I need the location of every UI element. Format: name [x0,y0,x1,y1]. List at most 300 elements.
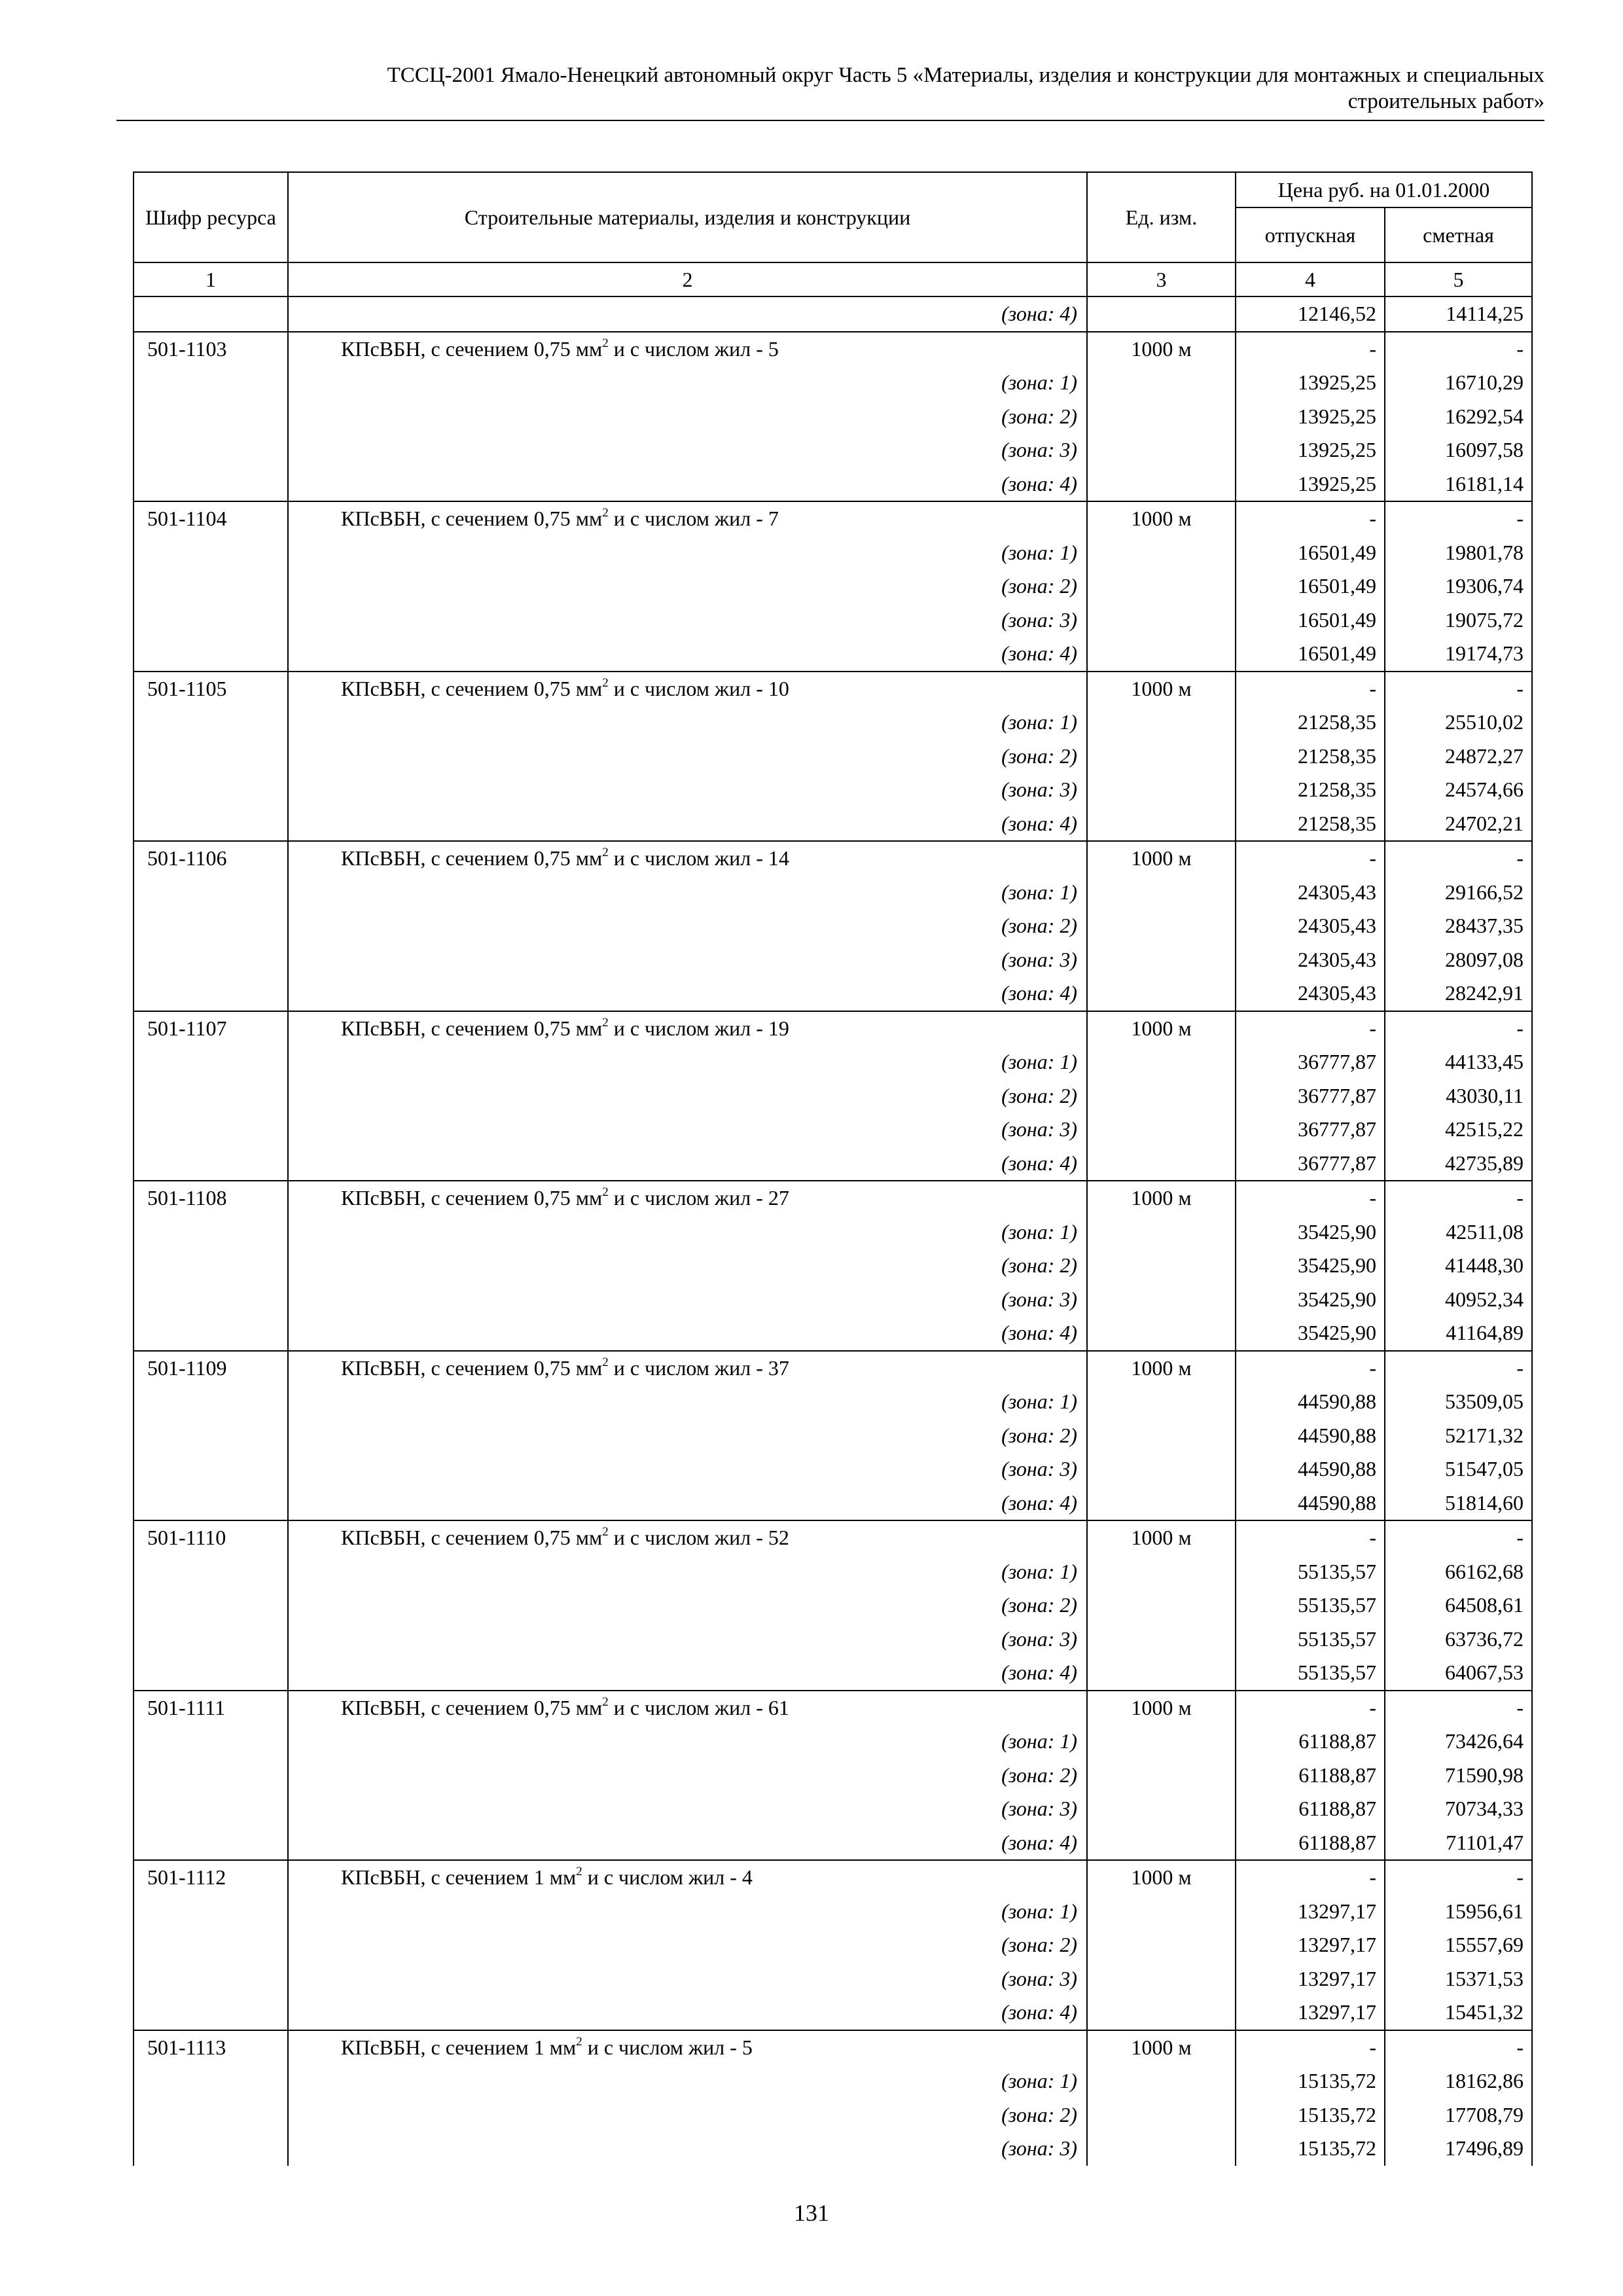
cell-zone: (зона: 2) [288,1079,1087,1113]
cell-estimate: 17708,79 [1385,2098,1532,2132]
cell-unit: 1000 м [1087,1691,1236,1725]
cell-code: 501-1109 [134,1351,288,1386]
cell-estimate: 71101,47 [1385,1826,1532,1861]
name-superscript: 2 [602,1355,609,1369]
name-text: и с числом жил - 5 [608,336,779,361]
name-superscript: 2 [602,506,609,520]
cell-name [288,2030,1087,2065]
name-text: и с числом жил - 37 [608,1355,789,1380]
cell-release: - [1236,1351,1385,1386]
cell-unit [1087,1452,1236,1486]
zone-row [134,2098,1532,2132]
cell-code [134,637,288,672]
cell-zone: (зона: 2) [288,1759,1087,1793]
name-superscript: 2 [602,675,609,690]
cell-release: 15135,72 [1236,2098,1385,2132]
cell-zone: (зона: 1) [288,1895,1087,1929]
cell-release: 24305,43 [1236,943,1385,977]
cell-estimate: 71590,98 [1385,1759,1532,1793]
cell-unit: 1000 м [1087,501,1236,536]
cell-code: 501-1112 [134,1860,288,1895]
name-superscript: 2 [576,1865,582,1879]
cell-release: 55135,57 [1236,1555,1385,1589]
cell-estimate: 16292,54 [1385,400,1532,434]
cell-release: - [1236,1181,1385,1215]
cell-unit [1087,1316,1236,1351]
cell-zone: (зона: 1) [288,1725,1087,1759]
zone-row [134,1079,1532,1113]
cell-unit [1087,740,1236,774]
cell-unit [1087,2132,1236,2166]
name-superscript: 2 [602,1015,609,1030]
cell-unit: 1000 м [1087,1351,1236,1386]
cell-estimate: 19306,74 [1385,569,1532,603]
cell-release: 21258,35 [1236,740,1385,774]
cell-unit [1087,1113,1236,1147]
running-header-line-2: строительных работ» [1347,90,1544,113]
cell-release: 24305,43 [1236,876,1385,910]
cell-code [134,1928,288,1962]
cell-code [134,740,288,774]
cell-zone: (зона: 3) [288,1792,1087,1826]
item-row [134,1351,1532,1386]
page-number: 131 [794,2200,829,2226]
cell-unit [1087,876,1236,910]
item-row [134,1520,1532,1555]
cell-release: 13925,25 [1236,400,1385,434]
zone-row [134,1555,1532,1589]
cell-estimate: 42515,22 [1385,1113,1532,1147]
zone-row [134,536,1532,570]
cell-code: 501-1104 [134,501,288,536]
cell-zone: (зона: 4) [288,977,1087,1011]
cell-zone: (зона: 1) [288,876,1087,910]
cell-code [134,1486,288,1521]
zone-row [134,1316,1532,1351]
cell-unit [1087,296,1236,332]
cell-release: 13925,25 [1236,433,1385,467]
cell-zone: (зона: 1) [288,366,1087,400]
cell-unit [1087,1996,1236,2030]
cell-zone: (зона: 4) [288,807,1087,842]
cell-estimate: 42735,89 [1385,1147,1532,1181]
cell-zone: (зона: 2) [288,740,1087,774]
cell-unit [1087,467,1236,502]
cell-release: 16501,49 [1236,637,1385,672]
cell-unit [1087,1249,1236,1283]
cell-unit: 1000 м [1087,672,1236,706]
cell-code [134,2064,288,2098]
zone-row [134,1996,1532,2030]
cell-release: 16501,49 [1236,603,1385,637]
cell-estimate: 41164,89 [1385,1316,1532,1351]
col-header-release: отпускная [1236,207,1385,262]
col-header-estimate: сметная [1385,207,1532,262]
cell-code: 501-1107 [134,1011,288,1046]
cell-release: 24305,43 [1236,909,1385,943]
cell-unit [1087,1895,1236,1929]
cell-name [288,1691,1087,1725]
cell-zone: (зона: 1) [288,536,1087,570]
zone-row [134,1452,1532,1486]
name-text: и с числом жил - 19 [608,1016,789,1040]
cell-code [134,1215,288,1249]
cell-code [134,1759,288,1793]
cell-release: - [1236,1691,1385,1725]
cell-release: - [1236,501,1385,536]
zone-row [134,1895,1532,1929]
item-row [134,1181,1532,1215]
cell-zone: (зона: 3) [288,773,1087,807]
cell-estimate: - [1385,1181,1532,1215]
cell-code: 501-1110 [134,1520,288,1555]
cell-estimate: - [1385,1011,1532,1046]
cell-unit [1087,1283,1236,1317]
cell-release: 55135,57 [1236,1623,1385,1657]
cell-code [134,1249,288,1283]
cell-code [134,1623,288,1657]
cell-code [134,400,288,434]
cell-unit [1087,1759,1236,1793]
cell-zone: (зона: 2) [288,1249,1087,1283]
cell-unit [1087,400,1236,434]
cell-estimate: 19174,73 [1385,637,1532,672]
cell-code [134,1045,288,1079]
cell-estimate: 15557,69 [1385,1928,1532,1962]
name-text: и с числом жил - 27 [608,1186,789,1210]
item-row [134,501,1532,536]
zone-row [134,1759,1532,1793]
zone-row [134,1045,1532,1079]
cell-estimate: 15371,53 [1385,1962,1532,1996]
zone-row [134,366,1532,400]
cell-code [134,2098,288,2132]
cell-release: 61188,87 [1236,1725,1385,1759]
zone-row [134,433,1532,467]
zone-row [134,1249,1532,1283]
zone-row [134,1147,1532,1181]
cell-unit: 1000 м [1087,1860,1236,1895]
cell-code [134,1725,288,1759]
cell-zone: (зона: 4) [288,1826,1087,1861]
cell-estimate: 19075,72 [1385,603,1532,637]
cell-zone: (зона: 4) [288,637,1087,672]
zone-row [134,2132,1532,2166]
name-superscript: 2 [602,1525,609,1539]
cell-code [134,1452,288,1486]
cell-release: - [1236,841,1385,876]
cell-estimate: 28437,35 [1385,909,1532,943]
zone-row [134,1656,1532,1691]
cell-estimate: - [1385,2030,1532,2065]
zone-row [134,909,1532,943]
cell-zone: (зона: 2) [288,1928,1087,1962]
cell-code [134,1656,288,1691]
cell-estimate: - [1385,1860,1532,1895]
cell-zone: (зона: 3) [288,2132,1087,2166]
cell-unit: 1000 м [1087,841,1236,876]
running-header-line-1: ТССЦ-2001 Ямало-Ненецкий автономный округ Часть 5 «Материалы, изделия и конструкции для монтажных и специальных [387,63,1544,87]
item-row [134,841,1532,876]
col-header-code: Шифр ресурса [134,172,288,262]
cell-zone: (зона: 3) [288,433,1087,467]
cell-code [134,569,288,603]
cell-estimate: 64067,53 [1385,1656,1532,1691]
table-body [134,296,1532,2166]
cell-unit [1087,569,1236,603]
cell-code [134,366,288,400]
zone-row [134,1623,1532,1657]
name-superscript: 2 [602,1185,609,1200]
cell-unit [1087,1215,1236,1249]
zone-row [134,1962,1532,1996]
cell-release: - [1236,332,1385,367]
cell-release: 36777,87 [1236,1079,1385,1113]
cell-code [134,1316,288,1351]
cell-unit [1087,1656,1236,1691]
cell-estimate: 43030,11 [1385,1079,1532,1113]
cell-release: 36777,87 [1236,1045,1385,1079]
cell-code [134,1895,288,1929]
col-number: 3 [1087,262,1236,296]
cell-code [134,1283,288,1317]
zone-row [134,637,1532,672]
cell-estimate: 63736,72 [1385,1623,1532,1657]
cell-name [288,1351,1087,1386]
cell-code [134,807,288,842]
cell-zone: (зона: 4) [288,1147,1087,1181]
cell-estimate: 18162,86 [1385,2064,1532,2098]
cell-unit [1087,2064,1236,2098]
zone-row [134,1113,1532,1147]
cell-estimate: - [1385,672,1532,706]
header-rule [116,120,1544,121]
cell-unit [1087,1079,1236,1113]
cell-zone: (зона: 2) [288,1419,1087,1453]
cell-release: 13297,17 [1236,1928,1385,1962]
cell-unit [1087,1792,1236,1826]
cell-name [288,672,1087,706]
cell-unit [1087,706,1236,740]
cell-estimate: 14114,25 [1385,296,1532,332]
cell-code: 501-1103 [134,332,288,367]
cell-estimate: - [1385,332,1532,367]
cell-name [288,841,1087,876]
cell-zone: (зона: 2) [288,400,1087,434]
cell-name [288,1181,1087,1215]
cell-zone: (зона: 1) [288,1045,1087,1079]
zone-row [134,740,1532,774]
cell-code [134,773,288,807]
name-text: и с числом жил - 5 [582,2035,753,2059]
name-text: и с числом жил - 4 [582,1865,753,1890]
zone-row [134,1385,1532,1419]
zone-row [134,977,1532,1011]
name-superscript: 2 [576,2034,582,2049]
name-text: КПсВБН, с сечением 0,75 мм [341,676,603,700]
zone-row [134,773,1532,807]
cell-release: - [1236,672,1385,706]
zone-row [134,467,1532,502]
cell-code [134,876,288,910]
zone-row [134,1215,1532,1249]
cell-release: 36777,87 [1236,1113,1385,1147]
cell-estimate: - [1385,841,1532,876]
cell-release: 61188,87 [1236,1826,1385,1861]
cell-code [134,1588,288,1623]
cell-release: 35425,90 [1236,1249,1385,1283]
cell-estimate: - [1385,1351,1532,1386]
name-text: КПсВБН, с сечением 0,75 мм [341,1695,603,1719]
cell-zone: (зона: 2) [288,1588,1087,1623]
cell-unit: 1000 м [1087,332,1236,367]
cell-release: - [1236,2030,1385,2065]
cell-code: 501-1111 [134,1691,288,1725]
cell-zone: (зона: 4) [288,467,1087,502]
cell-code [134,2132,288,2166]
cell-unit: 1000 м [1087,1011,1236,1046]
cell-release: 61188,87 [1236,1792,1385,1826]
cell-release: 13297,17 [1236,1996,1385,2030]
cell-zone: (зона: 4) [288,1316,1087,1351]
cell-name [288,1860,1087,1895]
cell-estimate: 73426,64 [1385,1725,1532,1759]
zone-row [134,1419,1532,1453]
zone-row [134,706,1532,740]
cell-estimate: 44133,45 [1385,1045,1532,1079]
zone-row [134,1826,1532,1861]
cell-unit [1087,1588,1236,1623]
name-text: КПсВБН, с сечением 1 мм [341,1865,577,1890]
cell-unit: 1000 м [1087,1181,1236,1215]
cell-zone: (зона: 2) [288,909,1087,943]
name-text: КПсВБН, с сечением 0,75 мм [341,1016,603,1040]
carry-row [134,296,1532,332]
cell-code [134,909,288,943]
cell-release: 12146,52 [1236,296,1385,332]
name-text: КПсВБН, с сечением 0,75 мм [341,507,603,531]
zone-row [134,876,1532,910]
cell-code [134,536,288,570]
cell-code [134,943,288,977]
cell-code [134,977,288,1011]
table-header [134,172,1532,296]
cell-estimate: 15451,32 [1385,1996,1532,2030]
cell-code [134,1385,288,1419]
cell-code [134,1555,288,1589]
running-header [118,62,1544,115]
zone-row [134,2064,1532,2098]
zone-row [134,1283,1532,1317]
cell-release: 55135,57 [1236,1588,1385,1623]
cell-release: - [1236,1011,1385,1046]
zone-row [134,603,1532,637]
cell-code: 501-1113 [134,2030,288,2065]
cell-unit [1087,1486,1236,1521]
cell-zone: (зона: 3) [288,1962,1087,1996]
cell-release: 44590,88 [1236,1385,1385,1419]
cell-code: 501-1105 [134,672,288,706]
col-header-unit: Ед. изм. [1087,172,1236,262]
cell-release: 21258,35 [1236,807,1385,842]
cell-estimate: 51814,60 [1385,1486,1532,1521]
cell-zone: (зона: 2) [288,2098,1087,2132]
cell-estimate: 19801,78 [1385,536,1532,570]
cell-estimate: - [1385,1691,1532,1725]
cell-zone: (зона: 3) [288,1452,1087,1486]
zone-row [134,943,1532,977]
cell-release: 16501,49 [1236,536,1385,570]
col-number: 1 [134,262,288,296]
cell-unit [1087,1385,1236,1419]
cell-code [134,1419,288,1453]
col-number: 5 [1385,262,1532,296]
cell-release: 15135,72 [1236,2132,1385,2166]
cell-code: 501-1108 [134,1181,288,1215]
cell-unit [1087,536,1236,570]
zone-row [134,1928,1532,1962]
cell-zone: (зона: 3) [288,1283,1087,1317]
cell-release: 44590,88 [1236,1419,1385,1453]
cell-release: 13925,25 [1236,366,1385,400]
cell-name [288,332,1087,367]
zone-row [134,1725,1532,1759]
cell-estimate: 41448,30 [1385,1249,1532,1283]
cell-zone: (зона: 1) [288,2064,1087,2098]
cell-unit [1087,1928,1236,1962]
cell-zone: (зона: 1) [288,1215,1087,1249]
cell-unit [1087,807,1236,842]
cell-estimate: 51547,05 [1385,1452,1532,1486]
cell-estimate: 52171,32 [1385,1419,1532,1453]
cell-code [134,1996,288,2030]
name-text: и с числом жил - 52 [608,1526,789,1550]
name-superscript: 2 [602,846,609,860]
cell-estimate: 66162,68 [1385,1555,1532,1589]
cell-zone: (зона: 4) [288,1486,1087,1521]
cell-code [134,603,288,637]
cell-release: 13297,17 [1236,1962,1385,1996]
cell-code [134,1079,288,1113]
zone-row [134,400,1532,434]
zone-row [134,1588,1532,1623]
cell-code [134,1113,288,1147]
col-header-price: Цена руб. на 01.01.2000 [1236,172,1532,207]
cell-code [134,467,288,502]
cell-release: 15135,72 [1236,2064,1385,2098]
cell-estimate: 40952,34 [1385,1283,1532,1317]
cell-estimate: - [1385,501,1532,536]
cell-release: 21258,35 [1236,706,1385,740]
cell-release: 16501,49 [1236,569,1385,603]
cell-unit [1087,1419,1236,1453]
cell-code [134,433,288,467]
name-text: и с числом жил - 61 [608,1695,789,1719]
cell-code: 501-1106 [134,841,288,876]
cell-name [288,1520,1087,1555]
cell-release: 21258,35 [1236,773,1385,807]
cell-unit [1087,1623,1236,1657]
cell-estimate: 28242,91 [1385,977,1532,1011]
cell-estimate: 15956,61 [1385,1895,1532,1929]
cell-release: 44590,88 [1236,1452,1385,1486]
cell-zone: (зона: 3) [288,943,1087,977]
cell-zone: (зона: 3) [288,1113,1087,1147]
cell-unit [1087,1147,1236,1181]
zone-row [134,1486,1532,1521]
cell-release: - [1236,1860,1385,1895]
cell-unit [1087,1962,1236,1996]
